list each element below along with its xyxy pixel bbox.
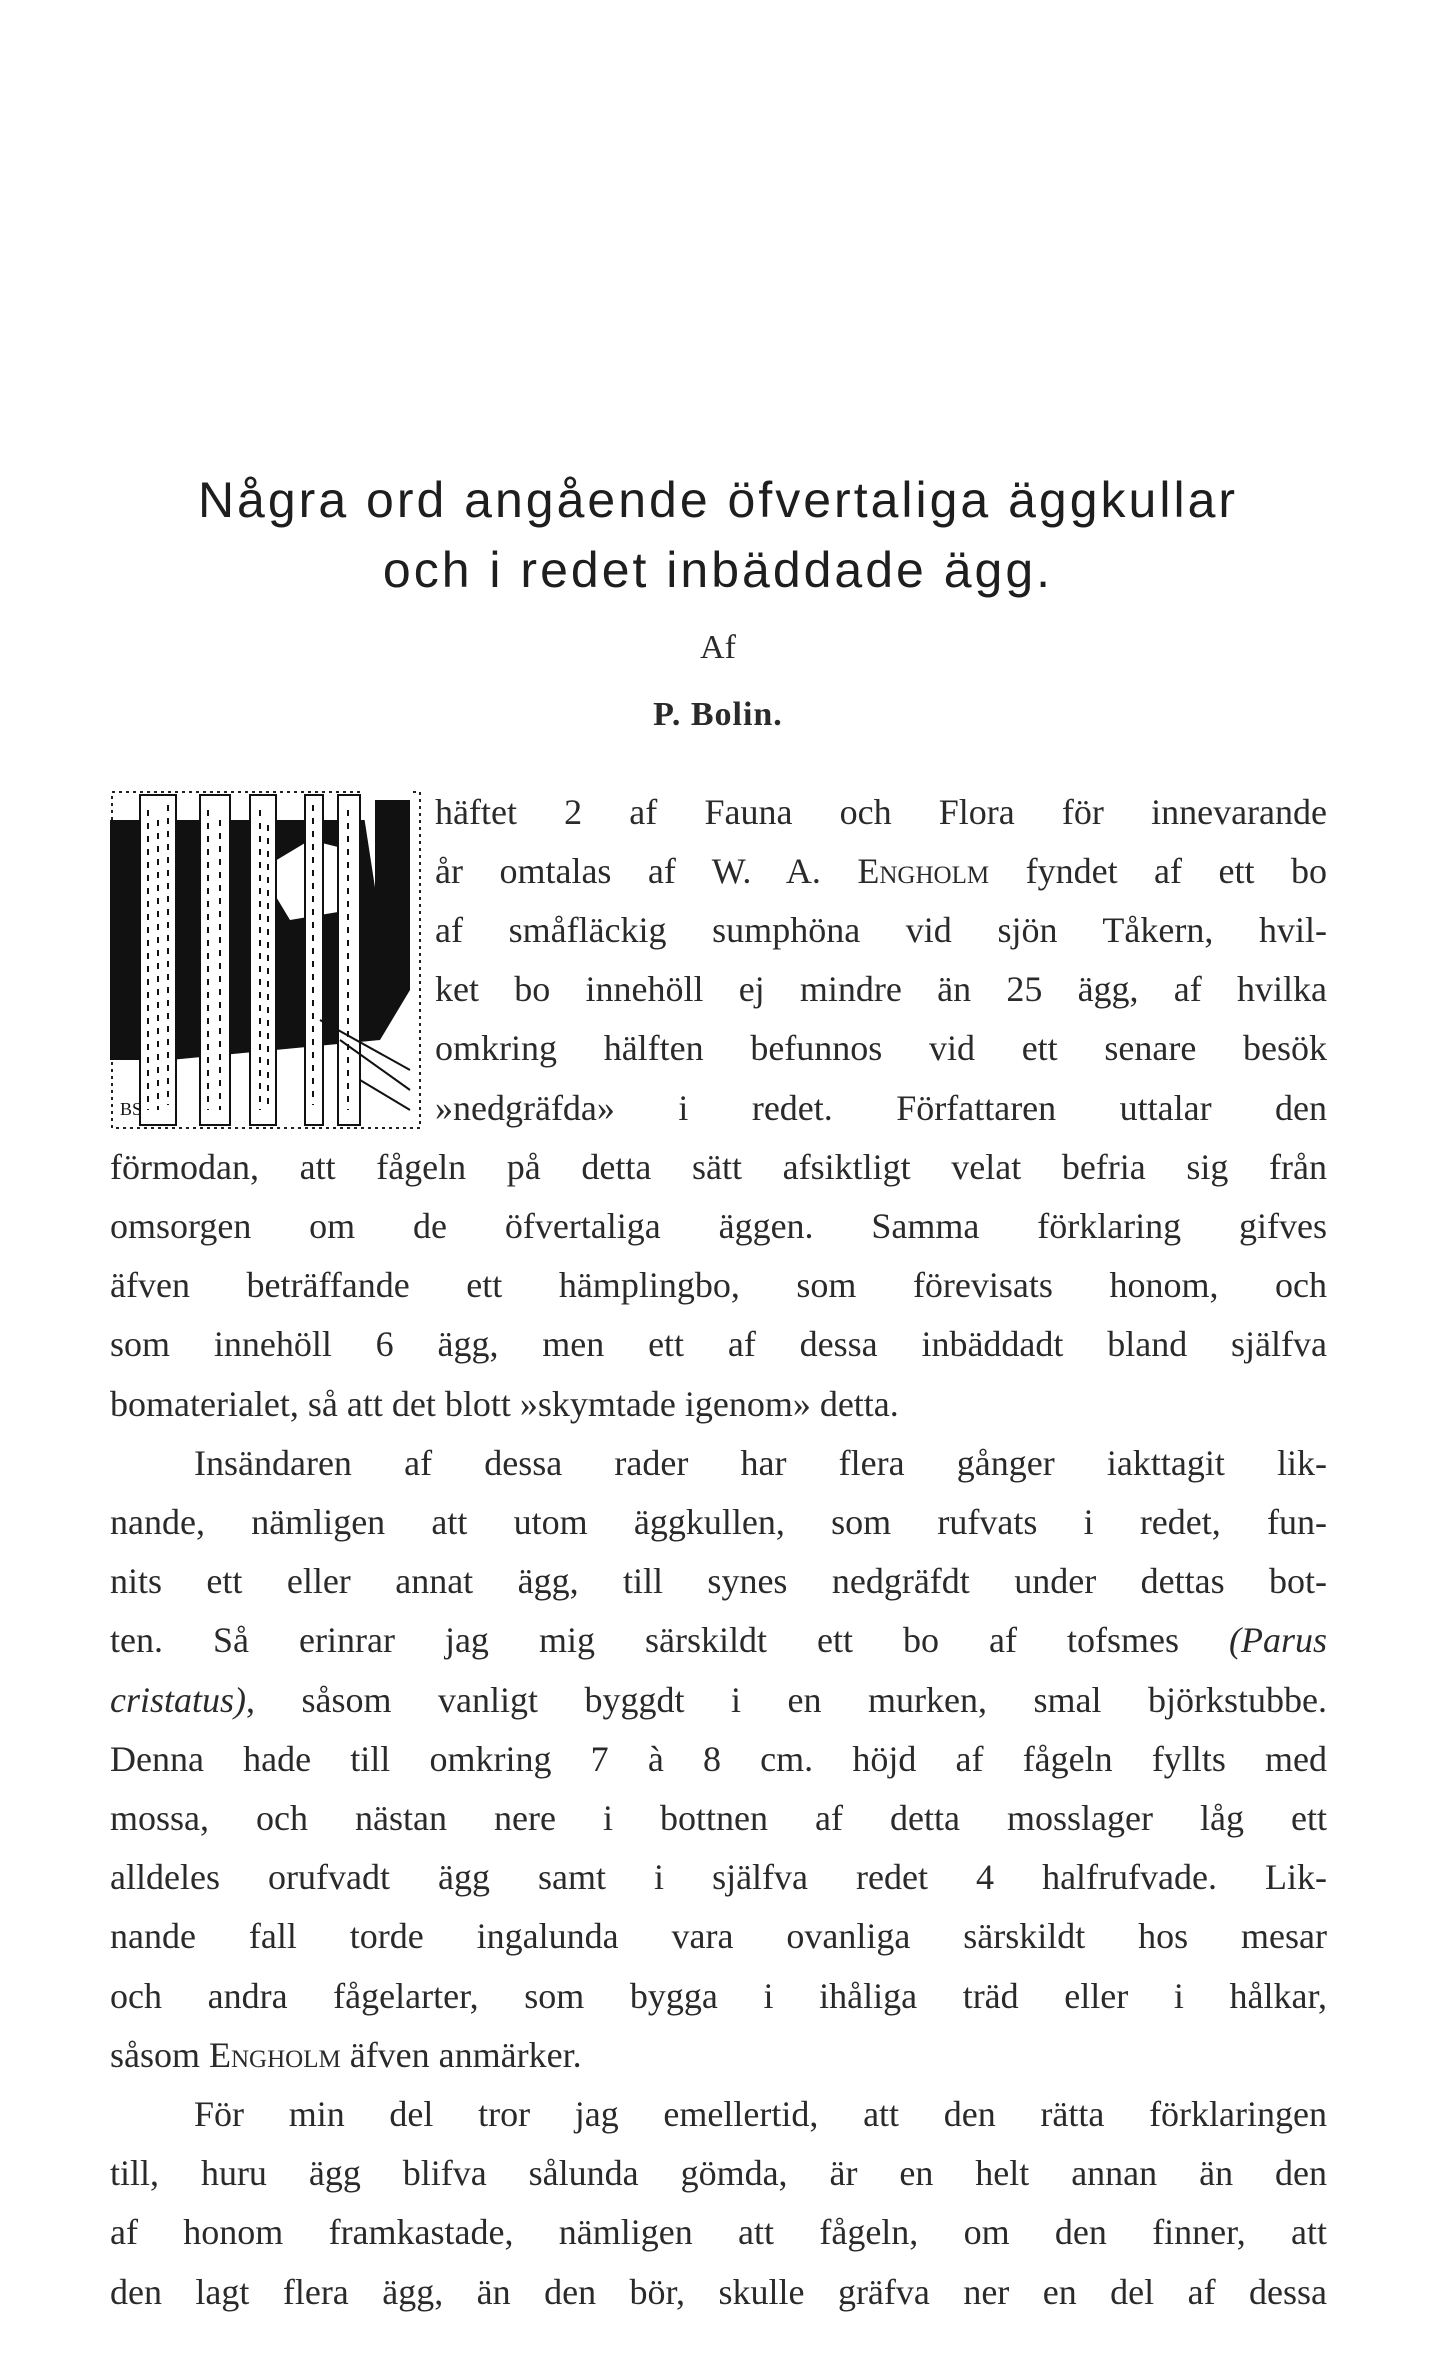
text-segment: såsom — [110, 2035, 209, 2075]
body-line: För min del tror jag emellertid, att den rätta förklaringen — [194, 2094, 1327, 2134]
text-segment: , såsom vanligt byggdt i en murken, smal björkstubbe. — [246, 1680, 1327, 1720]
body-line: som innehöll 6 ägg, men ett af dessa inbäddadt bland själfva — [110, 1324, 1327, 1364]
body-line — [110, 2026, 1327, 2085]
body-line: Denna hade till omkring 7 à 8 cm. höjd af fågeln fyllts med — [110, 1739, 1327, 1779]
body-line: och andra fågelarter, som bygga i ihåliga träd eller i hålkar, — [110, 1976, 1327, 2016]
text-segment: ten. Så erinrar jag mig särskildt ett bo af tofsmes — [110, 1620, 1229, 1660]
author-reference: Engholm — [857, 851, 990, 891]
species-name: cristatus) — [110, 1680, 247, 1720]
text-segment: äfven anmärker. — [340, 2035, 582, 2075]
article-title-line-2: och i redet inbäddade ägg. — [382, 542, 1054, 598]
body-line — [110, 1611, 1327, 1670]
article-title-line-1: Några ord angående öfvertaliga äggkullar — [197, 472, 1239, 528]
body-line: nande fall torde ingalunda vara ovanliga särskildt hos mesar — [110, 1916, 1327, 1956]
body-line: alldeles orufvadt ägg samt i själfva redet 4 halfrufvade. Lik- — [110, 1857, 1327, 1897]
body-line: af småfläckig sumphöna vid sjön Tåkern, hvil- — [435, 910, 1327, 950]
body-line: ket bo innehöll ej mindre än 25 ägg, af hvilka — [435, 969, 1327, 1009]
body-line — [435, 842, 1327, 901]
body-line: Insändaren af dessa rader har flera gånger iakttagit lik- — [194, 1443, 1327, 1483]
body-line: nande, nämligen att utom äggkullen, som rufvats i redet, fun- — [110, 1502, 1327, 1542]
body-line: omkring hälften befunnos vid ett senare besök — [435, 1028, 1327, 1068]
byline-prefix: Af — [700, 629, 736, 666]
author-reference: Engholm — [209, 2035, 341, 2075]
decorative-initial-illustration — [110, 790, 422, 1130]
body-line: äfven beträffande ett hämplingbo, som förevisats honom, och — [110, 1265, 1327, 1305]
body-line: häftet 2 af Fauna och Flora för innevarande — [435, 792, 1327, 832]
body-line: mossa, och nästan nere i bottnen af detta mosslager låg ett — [110, 1798, 1327, 1838]
species-name: (Parus — [1229, 1620, 1327, 1660]
author-name: P. Bolin. — [653, 696, 783, 733]
body-line: till, huru ägg blifva sålunda gömda, är en helt annan än den — [110, 2153, 1327, 2193]
body-line: af honom framkastade, nämligen att fågeln, om den finner, att — [110, 2212, 1327, 2252]
text-segment: år omtalas af W. A. — [435, 851, 858, 891]
body-line: »nedgräfda» i redet. Författaren uttalar den — [435, 1088, 1327, 1128]
body-line — [110, 1671, 1327, 1730]
body-line: nits ett eller annat ägg, till synes nedgräfdt under dettas bot- — [110, 1561, 1327, 1601]
body-line: den lagt flera ägg, än den bör, skulle gräfva ner en del af dessa — [110, 2272, 1327, 2312]
text-segment: fyndet af ett bo — [989, 851, 1327, 891]
body-line: förmodan, att fågeln på detta sätt afsiktligt velat befria sig från — [110, 1147, 1327, 1187]
body-line: omsorgen om de öfvertaliga äggen. Samma förklaring gifves — [110, 1206, 1327, 1246]
body-line: bomaterialet, så att det blott »skymtade igenom» detta. — [110, 1384, 899, 1424]
svg-text:BS: BS — [120, 1099, 143, 1119]
